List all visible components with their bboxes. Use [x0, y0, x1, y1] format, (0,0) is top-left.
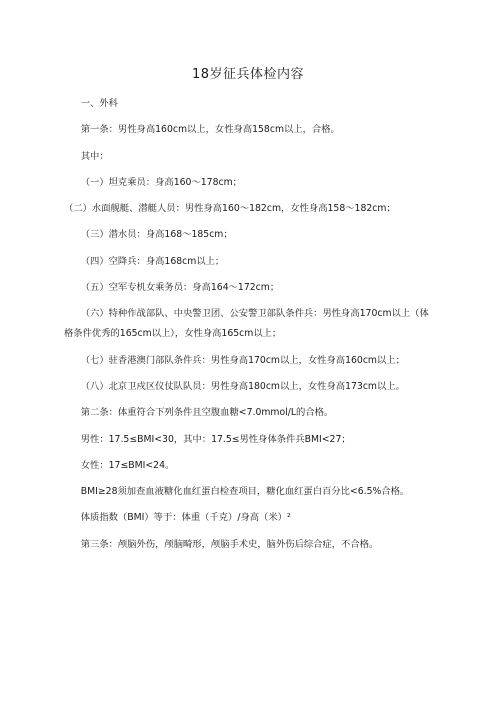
paragraph-item-4: （四）空降兵：身高168cm以上； — [80, 255, 225, 267]
paragraph-item-5: （五）空军专机女乘务员：身高164～172cm； — [80, 282, 280, 294]
paragraph-article-1: 第一条：男性身高160cm以上，女性身高158cm以上，合格。 — [80, 124, 340, 136]
paragraph-hba1c: BMI≥28须加查血液糖化血红蛋白检查项目，糖化血红蛋白百分比<6.5%合格。 — [80, 486, 410, 498]
paragraph-bmi-formula: 体质指数（BMI）等于：体重（千克）/身高（米）² — [80, 512, 291, 524]
paragraph-item-2: （二）水面舰艇、潜艇人员：男性身高160～182cm，女性身高158～182cm； — [64, 203, 396, 215]
paragraph-male-bmi: 男性：17.5≤BMI<30，其中：17.5≤男性身体条件兵BMI<27； — [80, 433, 351, 445]
paragraph-item-7: （七）驻香港澳门部队条件兵：男性身高170cm以上，女性身高160cm以上； — [80, 354, 405, 366]
paragraph-article-2: 第二条：体重符合下列条件且空腹血糖<7.0mmol/L的合格。 — [80, 407, 334, 419]
paragraph-item-1: （一）坦克乘员：身高160～178cm； — [80, 176, 242, 188]
paragraph-article-3: 第三条：颅脑外伤，颅脑畸形，颅脑手术史，脑外伤后综合症，不合格。 — [80, 538, 379, 550]
paragraph-item-6: （六）特种作战部队、中央警卫团、公安警卫部队条件兵：男性身高170cm以上（体格条件优秀的165cm以上），女性身高165cm以上； — [64, 308, 429, 340]
paragraph-female-bmi: 女性：17≤BMI<24。 — [80, 459, 175, 471]
paragraph-item-3: （三）潜水员：身高168～185cm； — [80, 229, 233, 241]
paragraph-item-8: （八）北京卫戍区仪仗队队员：男性身高180cm以上，女性身高173cm以上。 — [80, 380, 405, 392]
document-title: 18岁征兵体检内容 — [191, 67, 305, 82]
document-body — [64, 94, 436, 561]
section-heading: 一、外科 — [80, 98, 118, 109]
paragraph-among: 其中： — [80, 150, 109, 162]
